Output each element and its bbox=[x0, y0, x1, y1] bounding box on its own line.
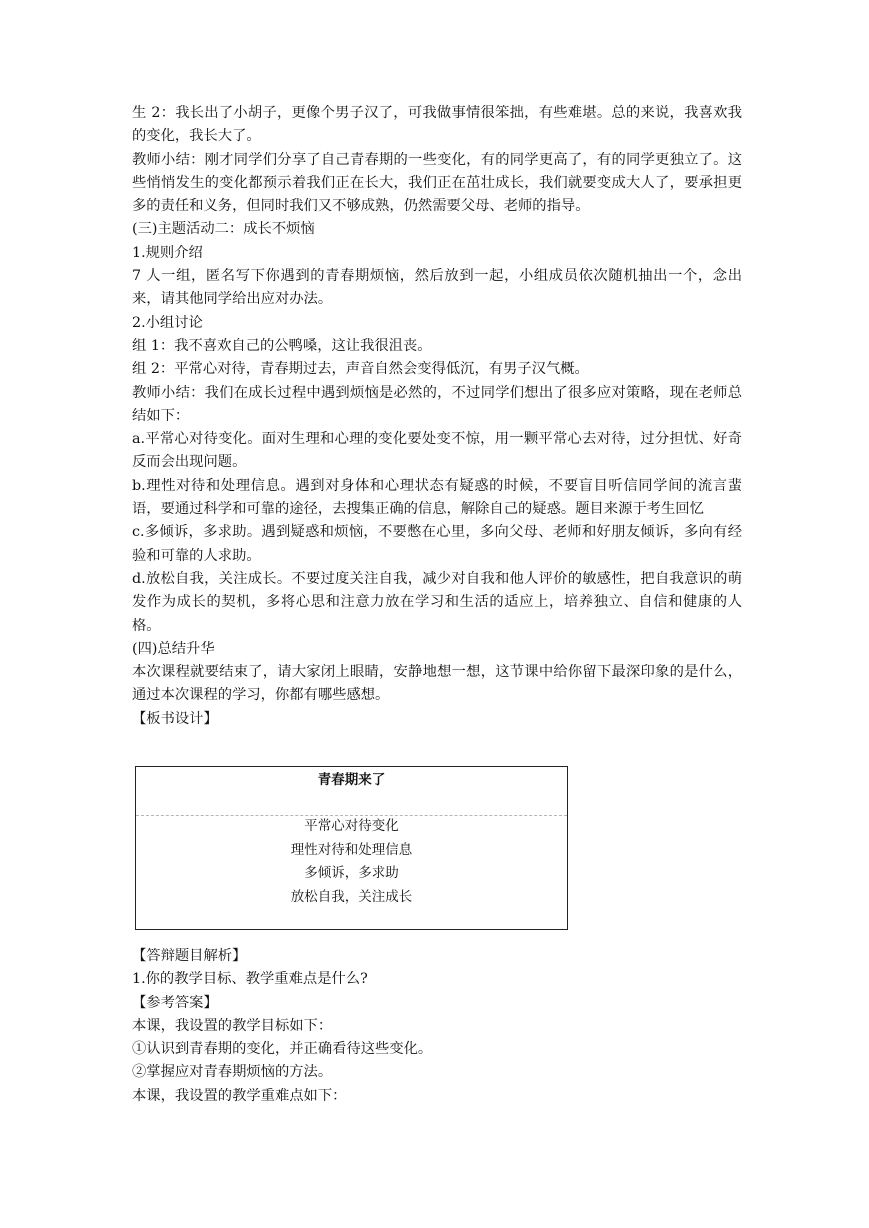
paragraph-student-2: 生 2：我长出了小胡子，更像个男子汉了，可我做事情很笨拙，有些难堪。总的来说，我喜欢我的变化，我长大了。 bbox=[132, 105, 742, 145]
blackboard-design-box bbox=[135, 766, 568, 930]
paragraph-goal-1: ①认识到青春期的变化，并正确看待这些变化。 bbox=[132, 1041, 433, 1058]
paragraph-teacher-summary-2: 教师小结：我们在成长过程中遇到烦恼是必然的，不过同学们想出了很多应对策略，现在老师总结如下： bbox=[132, 384, 742, 424]
board-item: 多倾诉，多求助 bbox=[304, 865, 399, 881]
paragraph-teacher-summary-1: 教师小结：刚才同学们分享了自己青春期的一些变化，有的同学更高了，有的同学更独立了。这些悄悄发生的变化都预示着我们正在长大，我们正在茁壮成长，我们就要变成大人了，要承担更多的责任和义务，但同时我们又不够成熟，仍然需要父母、老师的指导。 bbox=[132, 151, 742, 215]
paragraph-rules: 7 人一组，匿名写下你遇到的青春期烦恼，然后放到一起，小组成员依次随机抽出一个，念出来，请其他同学给出应对办法。 bbox=[132, 268, 742, 308]
board-item: 平常心对待变化 bbox=[304, 818, 399, 834]
paragraph-goal-2: ②掌握应对青春期烦恼的方法。 bbox=[132, 1064, 333, 1081]
board-item: 放松自我，关注成长 bbox=[290, 888, 413, 905]
question-1: 1.你的教学目标、教学重难点是什么? bbox=[132, 971, 368, 988]
heading-theme-activity-2: (三)主题活动二：成长不烦恼 bbox=[132, 221, 315, 238]
lesson-body-text bbox=[132, 102, 742, 731]
heading-board-design: 【板书设计】 bbox=[132, 710, 218, 727]
defense-section-text bbox=[132, 945, 742, 1108]
paragraph-point-d: d.放松自我，关注成长。不要过度关注自我，减少对自我和他人评价的敏感性，把自我意识的萌发作为成长的契机，多将心思和注意力放在学习和生活的适应上，培养独立、自信和健康的人格。 bbox=[132, 570, 742, 634]
paragraph-goals-intro: 本课，我设置的教学目标如下： bbox=[132, 1017, 333, 1034]
paragraph-group-1: 组 1：我不喜欢自己的公鸭嗓，这让我很沮丧。 bbox=[132, 337, 432, 354]
heading-group-discussion: 2.小组讨论 bbox=[132, 314, 203, 331]
heading-summary: (四)总结升华 bbox=[132, 640, 215, 657]
paragraph-point-a: a.平常心对待变化。面对生理和心理的变化要处变不惊，用一颗平常心去对待，过分担忧、好奇反而会出现问题。 bbox=[132, 431, 742, 471]
heading-reference-answer: 【参考答案】 bbox=[132, 994, 218, 1011]
board-item: 理性对待和处理信息 bbox=[290, 841, 413, 858]
heading-rules-intro: 1.规则介绍 bbox=[132, 244, 203, 261]
paragraph-group-2: 组 2：平常心对待，青春期过去，声音自然会变得低沉，有男子汉气概。 bbox=[132, 361, 589, 378]
paragraph-point-b: b.理性对待和处理信息。遇到对身体和心理状态有疑惑的时候，不要盲目听信同学间的流言蜚语，要通过科学和可靠的途径，去搜集正确的信息，解除自己的疑惑。题目来源于考生回忆 bbox=[132, 477, 742, 518]
board-title: 青春期来了 bbox=[317, 772, 386, 788]
paragraph-point-c: c.多倾诉，多求助。遇到疑惑和烦恼，不要憋在心里，多向父母、老师和好朋友倾诉，多向有经验和可靠的人求助。 bbox=[132, 524, 742, 564]
heading-defense-analysis: 【答辩题目解析】 bbox=[132, 948, 247, 964]
paragraph-closing: 本次课程就要结束了，请大家闭上眼睛，安静地想一想，这节课中给你留下最深印象的是什么，通过本次课程的学习，你都有哪些感想。 bbox=[132, 664, 742, 704]
paragraph-keypoints-intro: 本课，我设置的教学重难点如下： bbox=[132, 1087, 347, 1104]
board-items bbox=[136, 815, 567, 909]
